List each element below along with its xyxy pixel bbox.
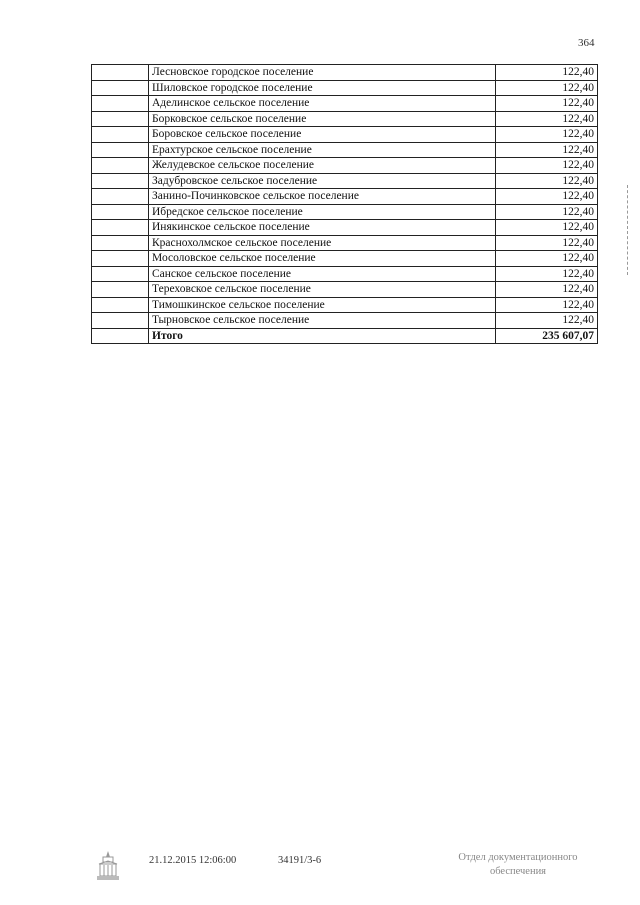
settlement-name-cell: Шиловское городское поселение: [149, 80, 496, 96]
settlement-name-cell: Лесновское городское поселение: [149, 65, 496, 81]
settlement-name-cell: Желудевское сельское поселение: [149, 158, 496, 174]
row-number-cell: [92, 251, 149, 267]
row-number-cell: [92, 127, 149, 143]
row-number-cell: [92, 282, 149, 298]
table-row: [92, 220, 598, 236]
amount-cell: 122,40: [496, 127, 598, 143]
table-row: [92, 96, 598, 112]
table-row: [92, 313, 598, 329]
amount-cell: 122,40: [496, 282, 598, 298]
total-number-cell: [92, 328, 149, 344]
footer-datetime: 21.12.2015 12:06:00: [149, 855, 237, 866]
settlement-name-cell: Краснохолмское сельское поселение: [149, 235, 496, 251]
settlement-name-cell: Ибредское сельское поселение: [149, 204, 496, 220]
amount-cell: 122,40: [496, 111, 598, 127]
amount-cell: 122,40: [496, 313, 598, 329]
row-number-cell: [92, 173, 149, 189]
amount-cell: 122,40: [496, 251, 598, 267]
amount-cell: 122,40: [496, 173, 598, 189]
row-number-cell: [92, 204, 149, 220]
amount-cell: 122,40: [496, 297, 598, 313]
amount-cell: 122,40: [496, 204, 598, 220]
table-row: [92, 297, 598, 313]
amount-cell: 122,40: [496, 96, 598, 112]
row-number-cell: [92, 96, 149, 112]
settlement-name-cell: Тереховское сельское поселение: [149, 282, 496, 298]
settlement-name-cell: Боровское сельское поселение: [149, 127, 496, 143]
building-stamp-icon: [95, 848, 121, 886]
settlement-name-cell: Задубровское сельское поселение: [149, 173, 496, 189]
settlement-name-cell: Тимошкинское сельское поселение: [149, 297, 496, 313]
row-number-cell: [92, 313, 149, 329]
amount-cell: 122,40: [496, 189, 598, 205]
row-number-cell: [92, 65, 149, 81]
table-row: [92, 189, 598, 205]
settlement-name-cell: Ерахтурское сельское поселение: [149, 142, 496, 158]
settlements-table: [91, 64, 598, 344]
settlement-name-cell: Занино-Починковское сельское поселение: [149, 189, 496, 205]
settlement-name-cell: Мосоловское сельское поселение: [149, 251, 496, 267]
settlement-name-cell: Аделинское сельское поселение: [149, 96, 496, 112]
table-row: [92, 111, 598, 127]
scan-edge-marks: [627, 185, 630, 275]
table-row: [92, 127, 598, 143]
table-row: [92, 266, 598, 282]
row-number-cell: [92, 189, 149, 205]
settlement-name-cell: Тырновское сельское поселение: [149, 313, 496, 329]
table-row: [92, 204, 598, 220]
amount-cell: 122,40: [496, 220, 598, 236]
row-number-cell: [92, 235, 149, 251]
amount-cell: 122,40: [496, 142, 598, 158]
row-number-cell: [92, 142, 149, 158]
row-number-cell: [92, 158, 149, 174]
footer-department-line2: обеспечения: [489, 866, 547, 877]
table-row: [92, 173, 598, 189]
table-row: [92, 251, 598, 267]
total-amount: 235 607,07: [496, 328, 598, 344]
settlement-name-cell: Инякинское сельское поселение: [149, 220, 496, 236]
row-number-cell: [92, 220, 149, 236]
amount-cell: 122,40: [496, 80, 598, 96]
table-row: [92, 158, 598, 174]
table-row: [92, 80, 598, 96]
row-number-cell: [92, 297, 149, 313]
settlement-name-cell: Борковское сельское поселение: [149, 111, 496, 127]
total-label: Итого: [149, 328, 496, 344]
page-number: 364: [578, 37, 595, 49]
amount-cell: 122,40: [496, 65, 598, 81]
row-number-cell: [92, 111, 149, 127]
footer-department: [448, 851, 588, 879]
table-row: [92, 282, 598, 298]
amount-cell: 122,40: [496, 158, 598, 174]
footer-department-line1: Отдел документационного: [458, 852, 578, 863]
settlement-name-cell: Санское сельское поселение: [149, 266, 496, 282]
row-number-cell: [92, 80, 149, 96]
amount-cell: 122,40: [496, 235, 598, 251]
footer-doc-number: 34191/3-6: [278, 855, 322, 866]
total-row: [92, 328, 598, 344]
table-row: [92, 65, 598, 81]
amount-cell: 122,40: [496, 266, 598, 282]
table-row: [92, 142, 598, 158]
table-row: [92, 235, 598, 251]
row-number-cell: [92, 266, 149, 282]
